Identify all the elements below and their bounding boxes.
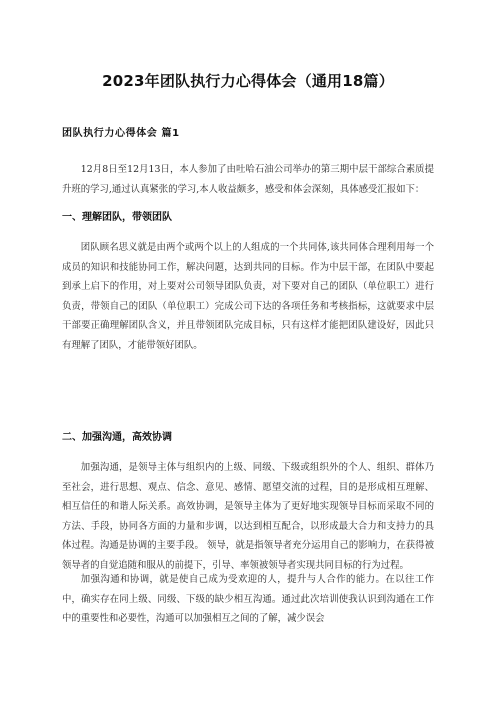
heading-communication: 二、加强沟通，高效协调 [62,432,172,443]
document-title: 2023年团队执行力心得体会（通用18篇） [102,72,394,90]
ability-paragraph: 加强沟通和协调，就是使自己成为受欢迎的人，提升与人合作的能力。在以往工作中，确实存在同上级、同级、下级的缺少相互沟通。通过此次培训使我认识到沟通在工作中的重要性和必要性，沟通可以加强相互之间的了解，减少误会 [62,574,434,624]
communication-paragraph: 加强沟通，是领导主体与组织内的上级、同级、下级或组织外的个人、组织、群体乃至社会，进行思想、观点、信念、意见、感情、愿望交流的过程，目的是形成相互理解、相互信任的和谐人际关系。高效协调，是领导主体为了更好地实现领导目标而采取不同的方法、手段，协同各方面的力量和步调，以达到相互配合，以形成最大合力和支持力的具体过程。沟通是协调的主要手段。 领导，就是指领导者充分运用自己的影响力，在获得被领导者的自觉追随和服从的前提下，引导、率领被领导者实现共同目标的行为过程。 [62,462,434,571]
intro-paragraph: 12月8日至12月13日，本人参加了由吐哈石油公司举办的第三期中层干部综合素质提升班的学习,通过认真紧张的学习,本人收益颇多，感受和体会深刻，具体感受汇报如下： [62,164,434,195]
section-subtitle: 团队执行力心得体会 篇1 [62,128,180,139]
understand-team-paragraph: 团队顾名思义就是由两个或两个以上的人组成的一个共同体,该共同体合理利用每一个成员的知识和技能协同工作，解决问题，达到共同的目标。作为中层干部，在团队中要起到承上启下的作用，对上要对公司领导团队负责，对下要对自己的团队（单位职工）进行负责，带领自己的团队（单位职工）完成公司下达的各项任务和考核指标，这就要求中层干部要正确理解团队含义，并且带领团队完成目标，只有这样才能把团队建设好，因此只有理解了团队，才能带领好团队。 [62,242,434,351]
heading-understand-team: 一、理解团队，带领团队 [62,212,172,223]
